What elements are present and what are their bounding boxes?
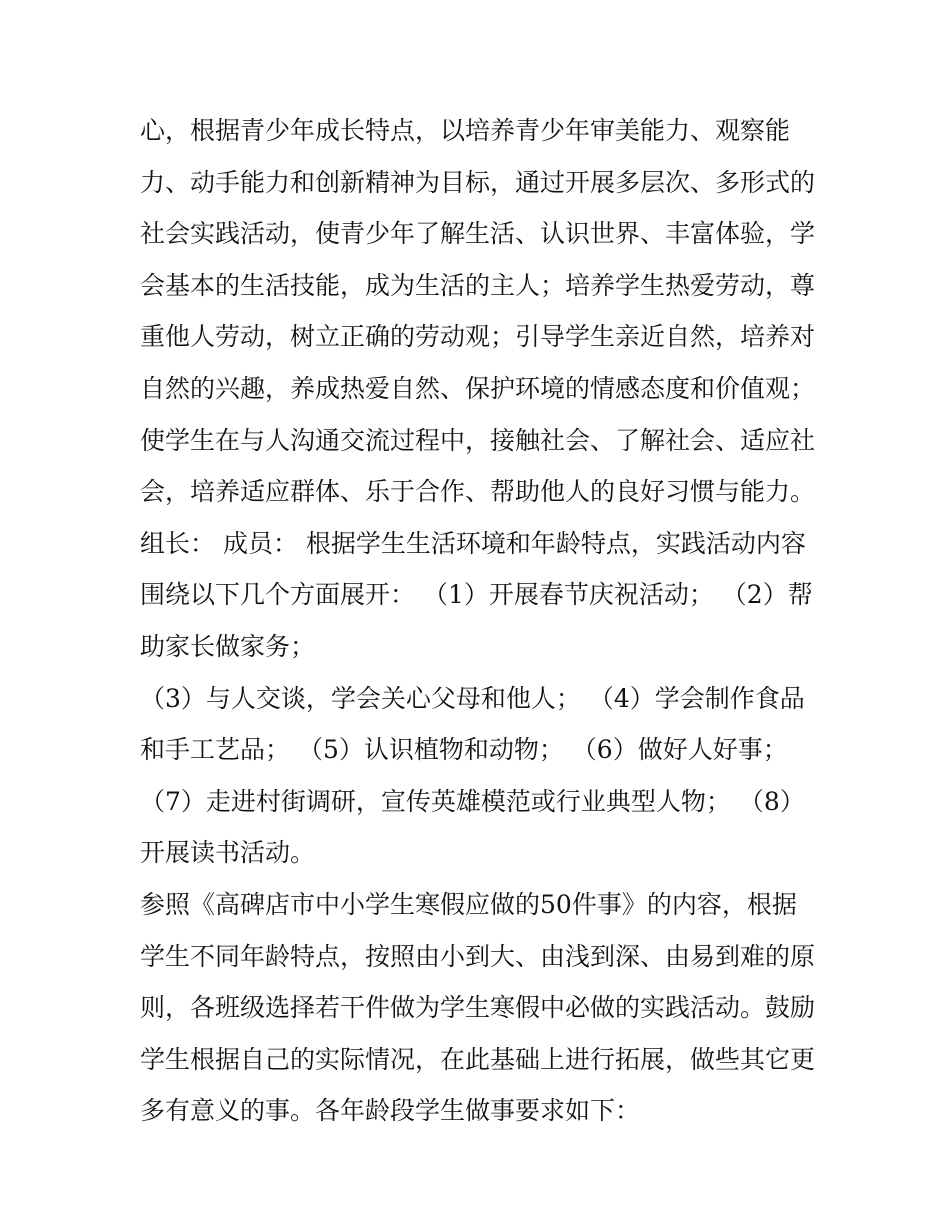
text-line: 则，各班级选择若干件做为学生寒假中必做的实践活动。鼓励 (140, 993, 816, 1023)
text-line: 助家长做家务； (140, 631, 316, 661)
text-line: 会，培养适应群体、乐于合作、帮助他人的良好习惯与能力。 (140, 477, 816, 507)
body-text (140, 105, 830, 1137)
text-line: 使学生在与人沟通交流过程中，接触社会、了解社会、适应社 (140, 425, 816, 455)
text-line: （7）走进村街调研，宣传英雄模范或行业典型人物； （8） (140, 786, 805, 816)
text-line: 重他人劳动，树立正确的劳动观；引导学生亲近自然，培养对 (140, 322, 816, 352)
text-line: 多有意义的事。各年龄段学生做事要求如下： (140, 1096, 641, 1126)
text-line: 力、动手能力和创新精神为目标，通过开展多层次、多形式的 (140, 167, 816, 197)
text-line: 参照《高碑店市中小学生寒假应做的50件事》的内容，根据 (140, 889, 797, 919)
text-line: 会基本的生活技能，成为生活的主人；培养学生热爱劳动，尊 (140, 270, 816, 300)
text-line: 和手工艺品； （5）认识植物和动物； （6）做好人好事； (140, 735, 788, 765)
text-line: 自然的兴趣，养成热爱自然、保护环境的情感态度和价值观； (140, 373, 816, 403)
text-line: 社会实践活动，使青少年了解生活、认识世界、丰富体验，学 (140, 219, 816, 249)
text-line: 心，根据青少年成长特点，以培养青少年审美能力、观察能 (140, 116, 791, 145)
text-line: 学生不同年龄特点，按照由小到大、由浅到深、由易到难的原 (140, 941, 816, 971)
text-line: 围绕以下几个方面展开： （1）开展春节庆祝活动； （2）帮 (140, 580, 813, 610)
text-line: （3）与人交谈，学会关心父母和他人； （4）学会制作食品 (140, 683, 805, 713)
text-line: 学生根据自己的实际情况，在此基础上进行拓展，做些其它更 (140, 1044, 816, 1074)
text-line: 开展读书活动。 (140, 838, 316, 868)
text-line: 组长： 成员： 根据学生生活环境和年龄特点，实践活动内容 (140, 528, 806, 558)
